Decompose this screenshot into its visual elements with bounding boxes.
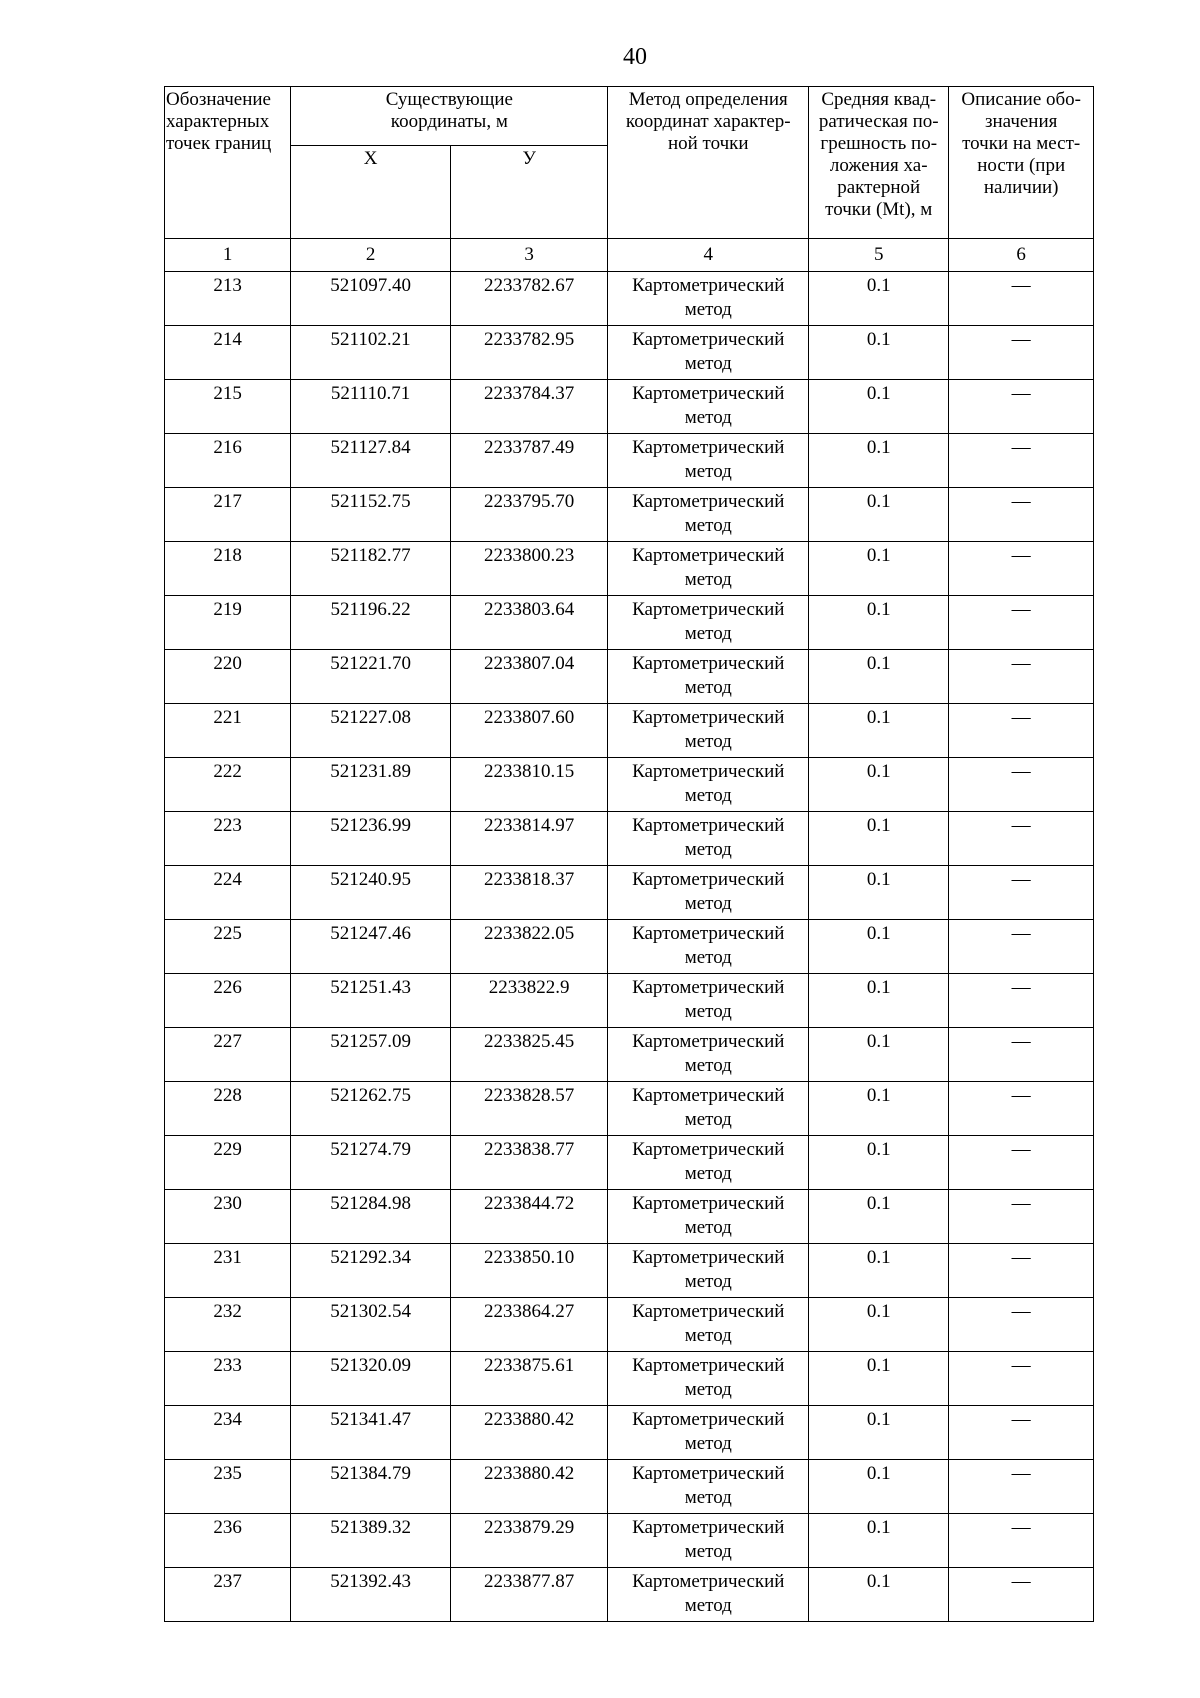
method-cell [608, 920, 809, 974]
method-cell [608, 974, 809, 1028]
method-line: метод [684, 1001, 732, 1022]
point-id: 233 [165, 1352, 291, 1406]
coord-y: 2233879.29 [450, 1514, 608, 1568]
coord-y: 2233803.64 [450, 596, 608, 650]
coord-y: 2233787.49 [450, 434, 608, 488]
coord-y: 2233875.61 [450, 1352, 608, 1406]
point-id: 226 [165, 974, 291, 1028]
point-id: 216 [165, 434, 291, 488]
description-cell: — [949, 1244, 1094, 1298]
coord-x: 521292.34 [291, 1244, 451, 1298]
description-cell: — [949, 1298, 1094, 1352]
mean-square-error: 0.1 [809, 596, 949, 650]
description-cell: — [949, 758, 1094, 812]
point-id: 221 [165, 704, 291, 758]
coord-y: 2233807.60 [450, 704, 608, 758]
method-line: метод [684, 1595, 732, 1616]
header-y: У [450, 146, 608, 239]
coord-y: 2233825.45 [450, 1028, 608, 1082]
table-row [165, 326, 1094, 380]
description-cell: — [949, 596, 1094, 650]
point-id: 237 [165, 1568, 291, 1622]
header-line: ратическая по- [818, 111, 939, 132]
table-row [165, 272, 1094, 326]
table-row [165, 380, 1094, 434]
table-row [165, 1244, 1094, 1298]
coord-y: 2233828.57 [450, 1082, 608, 1136]
mean-square-error: 0.1 [809, 1244, 949, 1298]
coord-x: 521392.43 [291, 1568, 451, 1622]
header-point-designation [165, 87, 291, 239]
table-row [165, 974, 1094, 1028]
table-row [165, 650, 1094, 704]
description-cell: — [949, 1082, 1094, 1136]
description-cell: — [949, 1190, 1094, 1244]
mean-square-error: 0.1 [809, 1406, 949, 1460]
method-cell [608, 1244, 809, 1298]
point-id: 232 [165, 1298, 291, 1352]
header-x: X [291, 146, 451, 239]
description-cell: — [949, 920, 1094, 974]
method-line: метод [684, 353, 732, 374]
coord-x: 521262.75 [291, 1082, 451, 1136]
mean-square-error: 0.1 [809, 272, 949, 326]
method-cell [608, 542, 809, 596]
header-line: характерных [166, 111, 270, 132]
mean-square-error: 0.1 [809, 434, 949, 488]
method-line: Картометрический [632, 437, 785, 458]
header-line: Метод определения [628, 89, 788, 110]
method-cell [608, 1298, 809, 1352]
method-line: Картометрический [632, 1571, 785, 1592]
coord-y: 2233784.37 [450, 380, 608, 434]
coord-x: 521251.43 [291, 974, 451, 1028]
method-cell [608, 812, 809, 866]
method-cell [608, 650, 809, 704]
coord-y: 2233818.37 [450, 866, 608, 920]
description-cell: — [949, 866, 1094, 920]
point-id: 229 [165, 1136, 291, 1190]
mean-square-error: 0.1 [809, 920, 949, 974]
coord-x: 521097.40 [291, 272, 451, 326]
method-line: метод [684, 1271, 732, 1292]
coord-x: 521231.89 [291, 758, 451, 812]
method-cell [608, 1190, 809, 1244]
point-id: 213 [165, 272, 291, 326]
point-id: 218 [165, 542, 291, 596]
method-cell [608, 1406, 809, 1460]
method-cell [608, 704, 809, 758]
point-id: 224 [165, 866, 291, 920]
method-line: Картометрический [632, 329, 785, 350]
table-body [165, 272, 1094, 1622]
coord-x: 521102.21 [291, 326, 451, 380]
point-id: 230 [165, 1190, 291, 1244]
coord-y: 2233850.10 [450, 1244, 608, 1298]
table-row [165, 758, 1094, 812]
mean-square-error: 0.1 [809, 812, 949, 866]
mean-square-error: 0.1 [809, 974, 949, 1028]
table-row [165, 1082, 1094, 1136]
header-line: координаты, м [390, 111, 508, 132]
point-id: 236 [165, 1514, 291, 1568]
mean-square-error: 0.1 [809, 1460, 949, 1514]
header-line: ной точки [667, 133, 749, 154]
description-cell: — [949, 974, 1094, 1028]
coord-y: 2233800.23 [450, 542, 608, 596]
header-line: значения [984, 111, 1058, 132]
coordinates-table [164, 86, 1094, 1622]
coord-y: 2233880.42 [450, 1406, 608, 1460]
table-row [165, 1460, 1094, 1514]
coord-y: 2233810.15 [450, 758, 608, 812]
coord-x: 521341.47 [291, 1406, 451, 1460]
mean-square-error: 0.1 [809, 866, 949, 920]
coord-x: 521389.32 [291, 1514, 451, 1568]
coord-x: 521240.95 [291, 866, 451, 920]
method-line: Картометрический [632, 491, 785, 512]
coord-x: 521182.77 [291, 542, 451, 596]
method-line: метод [684, 785, 732, 806]
mean-square-error: 0.1 [809, 1082, 949, 1136]
method-line: метод [684, 839, 732, 860]
method-line: метод [684, 1163, 732, 1184]
method-cell [608, 1568, 809, 1622]
method-line: метод [684, 1325, 732, 1346]
description-cell: — [949, 704, 1094, 758]
description-cell: — [949, 542, 1094, 596]
point-id: 227 [165, 1028, 291, 1082]
header-line: Существующие [385, 89, 513, 110]
coord-y: 2233864.27 [450, 1298, 608, 1352]
method-cell [608, 596, 809, 650]
column-number-row [165, 239, 1094, 272]
description-cell: — [949, 488, 1094, 542]
method-cell [608, 1082, 809, 1136]
method-line: метод [684, 1487, 732, 1508]
method-cell [608, 758, 809, 812]
column-number: 4 [608, 239, 809, 272]
description-cell: — [949, 1352, 1094, 1406]
method-cell [608, 1460, 809, 1514]
method-line: Картометрический [632, 1193, 785, 1214]
method-line: Картометрический [632, 1301, 785, 1322]
description-cell: — [949, 1460, 1094, 1514]
mean-square-error: 0.1 [809, 488, 949, 542]
coord-y: 2233822.05 [450, 920, 608, 974]
coord-y: 2233782.95 [450, 326, 608, 380]
coord-y: 2233795.70 [450, 488, 608, 542]
mean-square-error: 0.1 [809, 1136, 949, 1190]
header-line: точки на мест- [962, 133, 1081, 154]
table-row [165, 812, 1094, 866]
point-id: 222 [165, 758, 291, 812]
coord-x: 521247.46 [291, 920, 451, 974]
table-row [165, 1352, 1094, 1406]
header-line: координат характер- [625, 111, 791, 132]
point-id: 235 [165, 1460, 291, 1514]
header-line: Обозначение [166, 89, 271, 110]
header-line: ложения ха- [829, 155, 928, 176]
method-cell [608, 866, 809, 920]
method-line: Картометрический [632, 923, 785, 944]
method-line: метод [684, 569, 732, 590]
method-line: Картометрический [632, 275, 785, 296]
coord-x: 521320.09 [291, 1352, 451, 1406]
mean-square-error: 0.1 [809, 1190, 949, 1244]
mean-square-error: 0.1 [809, 542, 949, 596]
method-line: Картометрический [632, 1247, 785, 1268]
coord-x: 521152.75 [291, 488, 451, 542]
coord-x: 521221.70 [291, 650, 451, 704]
mean-square-error: 0.1 [809, 1514, 949, 1568]
coord-x: 521274.79 [291, 1136, 451, 1190]
description-cell: — [949, 380, 1094, 434]
description-cell: — [949, 434, 1094, 488]
mean-square-error: 0.1 [809, 1352, 949, 1406]
page-number: 40 [623, 44, 647, 70]
method-line: метод [684, 623, 732, 644]
header-line: Описание обо- [961, 89, 1082, 110]
point-id: 215 [165, 380, 291, 434]
method-line: метод [684, 407, 732, 428]
method-line: метод [684, 677, 732, 698]
column-number: 5 [809, 239, 949, 272]
header-existing-coordinates [291, 87, 608, 146]
method-line: метод [684, 515, 732, 536]
method-line: метод [684, 461, 732, 482]
table-row [165, 920, 1094, 974]
coord-x: 521236.99 [291, 812, 451, 866]
point-id: 220 [165, 650, 291, 704]
mean-square-error: 0.1 [809, 650, 949, 704]
table-row [165, 434, 1094, 488]
method-line: Картометрический [632, 653, 785, 674]
column-number: 1 [165, 239, 291, 272]
table-row [165, 1514, 1094, 1568]
method-line: метод [684, 1541, 732, 1562]
method-line: метод [684, 1379, 732, 1400]
method-cell [608, 1136, 809, 1190]
coord-y: 2233807.04 [450, 650, 608, 704]
header-description [949, 87, 1094, 239]
coord-x: 521257.09 [291, 1028, 451, 1082]
method-line: Картометрический [632, 1463, 785, 1484]
description-cell: — [949, 272, 1094, 326]
description-cell: — [949, 650, 1094, 704]
mean-square-error: 0.1 [809, 380, 949, 434]
header-line: Средняя квад- [821, 89, 937, 110]
mean-square-error: 0.1 [809, 704, 949, 758]
method-line: метод [684, 947, 732, 968]
table-row [165, 1136, 1094, 1190]
coord-x: 521110.71 [291, 380, 451, 434]
header-line: рактерной [837, 177, 921, 198]
method-line: Картометрический [632, 977, 785, 998]
method-line: метод [684, 1055, 732, 1076]
description-cell: — [949, 1514, 1094, 1568]
mean-square-error: 0.1 [809, 1298, 949, 1352]
header-line: точки (Mt), м [825, 199, 933, 220]
mean-square-error: 0.1 [809, 1028, 949, 1082]
description-cell: — [949, 326, 1094, 380]
point-id: 228 [165, 1082, 291, 1136]
point-id: 231 [165, 1244, 291, 1298]
method-line: Картометрический [632, 707, 785, 728]
table-row [165, 1028, 1094, 1082]
description-cell: — [949, 1136, 1094, 1190]
table-row [165, 704, 1094, 758]
column-number: 3 [450, 239, 608, 272]
header-line: ности (при [977, 155, 1066, 176]
table-row [165, 1190, 1094, 1244]
method-line: Картометрический [632, 815, 785, 836]
header-line: точек границ [166, 133, 272, 154]
point-id: 234 [165, 1406, 291, 1460]
header-mean-square-error [809, 87, 949, 239]
table-row [165, 542, 1094, 596]
method-cell [608, 1352, 809, 1406]
mean-square-error: 0.1 [809, 326, 949, 380]
method-cell [608, 1514, 809, 1568]
table-row [165, 1406, 1094, 1460]
description-cell: — [949, 1028, 1094, 1082]
coord-x: 521284.98 [291, 1190, 451, 1244]
table-row [165, 1568, 1094, 1622]
coord-x: 521196.22 [291, 596, 451, 650]
point-id: 223 [165, 812, 291, 866]
mean-square-error: 0.1 [809, 758, 949, 812]
method-cell [608, 380, 809, 434]
description-cell: — [949, 812, 1094, 866]
coord-y: 2233844.72 [450, 1190, 608, 1244]
method-cell [608, 488, 809, 542]
method-line: Картометрический [632, 1355, 785, 1376]
method-line: Картометрический [632, 545, 785, 566]
column-number: 6 [949, 239, 1094, 272]
description-cell: — [949, 1568, 1094, 1622]
method-cell [608, 326, 809, 380]
method-line: Картометрический [632, 383, 785, 404]
method-line: Картометрический [632, 869, 785, 890]
header-method [608, 87, 809, 239]
method-line: Картометрический [632, 761, 785, 782]
coord-y: 2233822.9 [450, 974, 608, 1028]
method-line: метод [684, 893, 732, 914]
description-cell: — [949, 1406, 1094, 1460]
method-line: Картометрический [632, 1517, 785, 1538]
method-line: метод [684, 1217, 732, 1238]
method-line: Картометрический [632, 1409, 785, 1430]
coord-y: 2233782.67 [450, 272, 608, 326]
method-line: Картометрический [632, 599, 785, 620]
coord-x: 521384.79 [291, 1460, 451, 1514]
point-id: 214 [165, 326, 291, 380]
header-row-top [165, 87, 1094, 146]
coord-y: 2233877.87 [450, 1568, 608, 1622]
method-line: Картометрический [632, 1085, 785, 1106]
point-id: 219 [165, 596, 291, 650]
method-line: Картометрический [632, 1139, 785, 1160]
table-row [165, 488, 1094, 542]
coord-y: 2233814.97 [450, 812, 608, 866]
method-line: метод [684, 731, 732, 752]
coord-y: 2233838.77 [450, 1136, 608, 1190]
point-id: 217 [165, 488, 291, 542]
table-row [165, 1298, 1094, 1352]
column-number: 2 [291, 239, 451, 272]
method-cell [608, 1028, 809, 1082]
table-row [165, 596, 1094, 650]
method-cell [608, 272, 809, 326]
table-header [165, 87, 1094, 272]
method-cell [608, 434, 809, 488]
point-id: 225 [165, 920, 291, 974]
table-row [165, 866, 1094, 920]
coord-x: 521302.54 [291, 1298, 451, 1352]
coord-y: 2233880.42 [450, 1460, 608, 1514]
coord-x: 521127.84 [291, 434, 451, 488]
method-line: метод [684, 1433, 732, 1454]
header-line: наличии) [983, 177, 1059, 198]
method-line: метод [684, 299, 732, 320]
mean-square-error: 0.1 [809, 1568, 949, 1622]
header-line: грешность по- [820, 133, 938, 154]
coord-x: 521227.08 [291, 704, 451, 758]
method-line: Картометрический [632, 1031, 785, 1052]
method-line: метод [684, 1109, 732, 1130]
